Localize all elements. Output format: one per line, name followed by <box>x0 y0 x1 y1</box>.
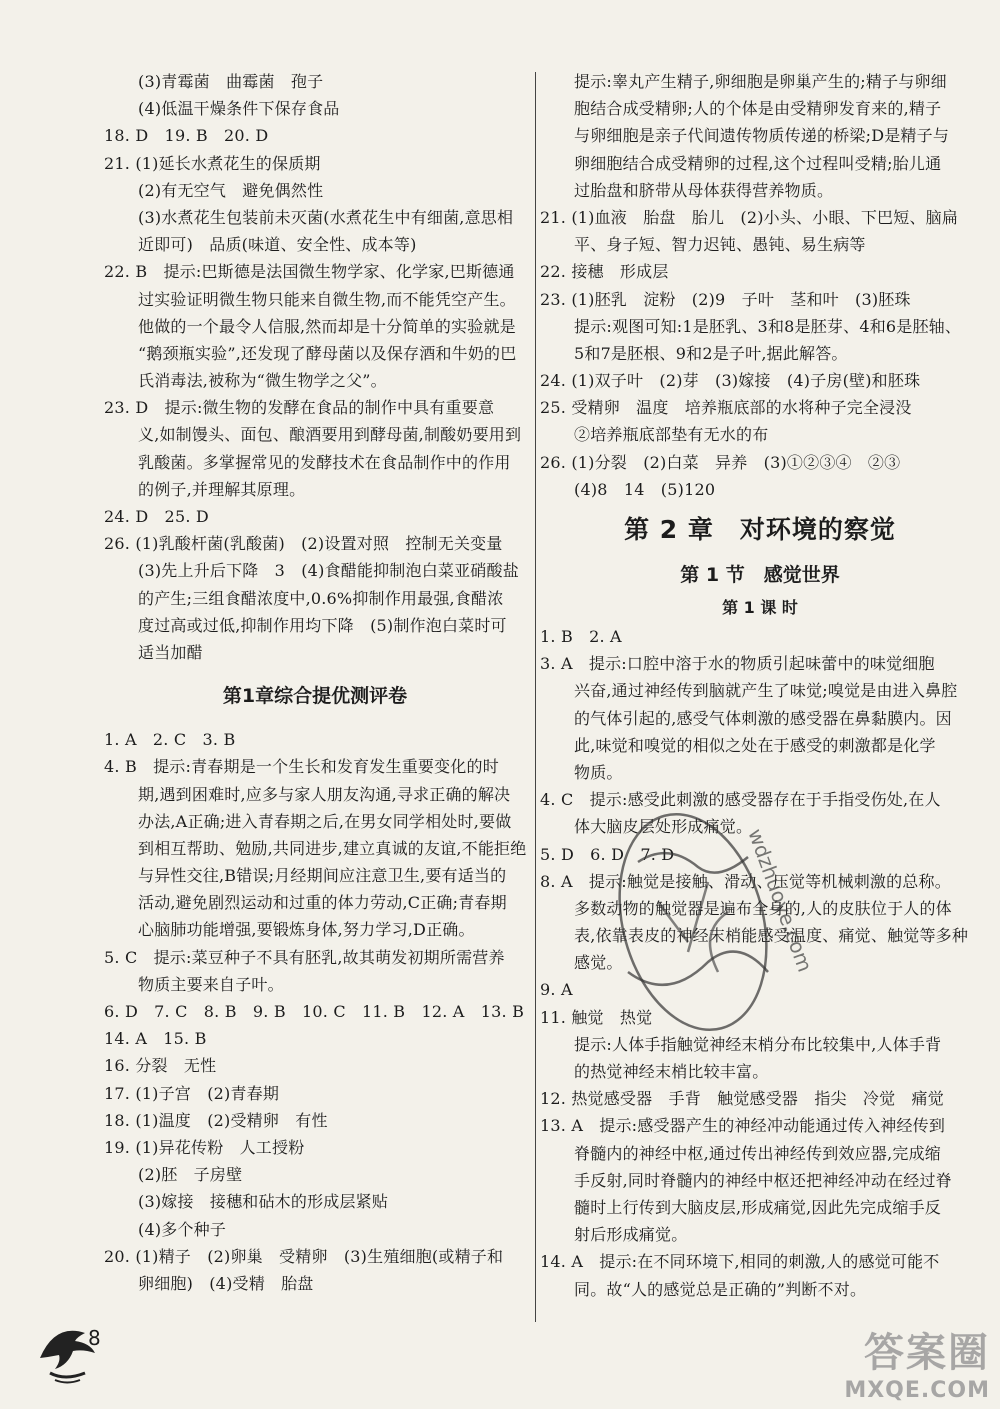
answer-line: 过胎盘和脐带从母体获得营养物质。 <box>574 180 834 200</box>
answer-line: 16. 分裂 无性 <box>104 1056 217 1076</box>
answer-line: “鹅颈瓶实验”,还发现了酵母菌以及保存酒和牛奶的巴 <box>138 343 517 363</box>
answer-line: 21. (1)延长水煮花生的保质期 <box>104 153 321 173</box>
answer-line: 卵细胞) (4)受精 胎盘 <box>138 1273 314 1293</box>
answer-line: 手反射,同时脊髓内的神经中枢还把神经冲动在经过脊 <box>574 1170 952 1190</box>
answer-line: 与异性交往,B错误;月经期间应注意卫生,要有适当的 <box>138 866 507 886</box>
answer-line: 14. A 提示:在不同环境下,相同的刺激,人的感觉可能不 <box>540 1252 940 1272</box>
answer-line: 4. C 提示:感受此刺激的感受器存在于手指受伤处,在人 <box>540 790 941 810</box>
answer-line: 1. B 2. A <box>540 627 622 646</box>
answer-line: 脊髓内的神经中枢,通过传出神经传到效应器,完成缩 <box>574 1143 941 1163</box>
answer-line: 12. 热觉感受器 手背 触觉感受器 指尖 冷觉 痛觉 <box>540 1089 944 1109</box>
answer-line: (3)青霉菌 曲霉菌 孢子 <box>138 72 324 91</box>
answer-line: (2)胚 子房壁 <box>138 1165 243 1185</box>
answer-line: (4)多个种子 <box>138 1219 227 1239</box>
answer-line: 体大脑皮层处形成痛觉。 <box>574 817 753 837</box>
left-column <box>104 68 526 1297</box>
answer-line: ②培养瓶底部垫有无水的布 <box>574 425 769 445</box>
answer-line: 5和7是胚根、9和2是子叶,据此解答。 <box>574 343 848 363</box>
answer-line: 的热觉神经末梢比较丰富。 <box>574 1062 769 1081</box>
answer-line: 的气体引起的,感受气体刺激的感受器在鼻黏膜内。因 <box>574 708 952 728</box>
answer-line: 1. A 2. C 3. B <box>104 730 236 750</box>
answer-line: 6. D 7. C 8. B 9. B 10. C 11. B 12. A 13. B <box>104 1002 525 1021</box>
answer-line: 髓时上行传到大脑皮层,形成痛觉,因此先完成缩手反 <box>574 1197 941 1217</box>
lesson-title: 第 1 课 时 <box>722 598 798 617</box>
answer-line: 射后形成痛觉。 <box>574 1225 688 1245</box>
answer-line: 的产生;三组食醋浓度中,0.6%抑制作用最强,食醋浓 <box>138 588 504 608</box>
section-title: 第 1 节 感觉世界 <box>680 564 840 586</box>
answer-line: (3)水煮花生包装前未灭菌(水煮花生中有细菌,意思相 <box>138 207 514 227</box>
answer-line: 20. (1)精子 (2)卵巢 受精卵 (3)生殖细胞(或精子和 <box>104 1246 504 1266</box>
answer-line: (3)嫁接 接穗和砧木的形成层紧贴 <box>138 1192 389 1212</box>
answer-line: 平、身子短、智力迟钝、愚钝、易生病等 <box>574 235 866 255</box>
answer-line: 适当加醋 <box>138 642 203 662</box>
answer-line: 到相互帮助、勉励,共同进步,建立真诚的友谊,不能拒绝 <box>138 838 527 858</box>
answer-line: 5. D 6. D 7. D <box>540 844 675 864</box>
answer-line: 感觉。 <box>574 953 623 973</box>
answer-line: 义,如制馒头、面包、酿酒要用到酵母菌,制酸奶要用到 <box>138 425 522 445</box>
answer-line: (4)低温干燥条件下保存食品 <box>138 99 340 119</box>
watermark-url: MXQE.COM <box>844 1378 990 1403</box>
column-divider <box>535 72 536 1322</box>
answer-line: 物质。 <box>574 762 623 782</box>
answer-line: 提示:人体手指触觉神经末梢分布比较集中,人体手背 <box>574 1034 942 1054</box>
answer-line: 11. 触觉 热觉 <box>540 1007 653 1027</box>
answer-line: 此,味觉和嗅觉的相似之处在于感受的刺激都是化学 <box>574 735 936 755</box>
answer-line: 18. D 19. B 20. D <box>104 126 269 146</box>
answer-line: 23. (1)胚乳 淀粉 (2)9 子叶 茎和叶 (3)胚珠 <box>540 289 911 309</box>
answer-line: 过实验证明微生物只能来自微生物,而不能凭空产生。 <box>138 289 516 309</box>
answer-line: 18. (1)温度 (2)受精卵 有性 <box>104 1110 328 1130</box>
answer-line: 5. C 提示:菜豆种子不具有胚乳,故其萌发初期所需营养 <box>104 947 505 967</box>
answer-line: 26. (1)乳酸杆菌(乳酸菌) (2)设置对照 控制无关变量 <box>104 534 503 554</box>
answer-line: 8. A 提示:触觉是接触、滑动、压觉等机械刺激的总称。 <box>540 871 951 891</box>
answer-line: 21. (1)血液 胎盘 胎儿 (2)小头、小眼、下巴短、脑扁 <box>540 207 959 227</box>
answer-line: 4. B 提示:青春期是一个生长和发育发生重要变化的时 <box>104 757 499 777</box>
answer-line: 表,依靠表皮的神经末梢能感受温度、痛觉、触觉等多种 <box>574 926 969 946</box>
page-number: 8 <box>88 1326 101 1350</box>
answer-line: 25. 受精卵 温度 培养瓶底部的水将种子完全浸没 <box>540 398 912 418</box>
answer-line: 22. 接穗 形成层 <box>540 262 669 282</box>
section-heading: 第1章综合提优测评卷 <box>222 685 408 708</box>
answer-line: 22. B 提示:巴斯德是法国微生物学家、化学家,巴斯德通 <box>104 262 515 282</box>
answer-line: 24. D 25. D <box>104 507 209 526</box>
answer-line: 乳酸菌。多掌握常见的发酵技术在食品制作中的作用 <box>138 452 511 472</box>
right-column <box>540 68 980 1303</box>
answer-line: 9. A <box>540 980 573 1000</box>
chapter-title: 第 2 章 对环境的察觉 <box>624 515 896 544</box>
answer-line: 提示:睾丸产生精子,卵细胞是卵巢产生的;精子与卵细 <box>574 72 947 91</box>
answer-line: 与卵细胞是亲子代间遗传物质传递的桥梁;D是精子与 <box>574 126 950 146</box>
answer-line: 3. A 提示:口腔中溶于水的物质引起味蕾中的味觉细胞 <box>540 654 935 674</box>
answer-line: 26. (1)分裂 (2)白菜 异养 (3)①②③④ ②③ <box>540 452 901 472</box>
answer-line: 24. (1)双子叶 (2)芽 (3)嫁接 (4)子房(壁)和胚珠 <box>540 371 921 391</box>
answer-line: 17. (1)子宫 (2)青春期 <box>104 1083 280 1103</box>
answer-line: 度过高或过低,抑制作用均下降 (5)制作泡白菜时可 <box>138 615 507 635</box>
answer-line: 13. A 提示:感受器产生的神经冲动能通过传入神经传到 <box>540 1116 946 1136</box>
answer-line: (2)有无空气 避免偶然性 <box>138 180 324 200</box>
answer-line: 期,遇到困难时,应多与家人朋友沟通,寻求正确的解决 <box>138 784 511 804</box>
answer-line: 23. D 提示:微生物的发酵在食品的制作中具有重要意 <box>104 398 495 418</box>
watermark-logo <box>844 1321 990 1403</box>
answer-line: 14. A 15. B <box>104 1029 207 1049</box>
answer-line: 的例子,并理解其原理。 <box>138 479 306 499</box>
answer-line: 活动,避免剧烈运动和过重的体力劳动,C正确;青春期 <box>138 893 507 913</box>
answer-line: (4)8 14 (5)120 <box>574 479 716 499</box>
answer-line: 兴奋,通过神经传到脑就产生了味觉;嗅觉是由进入鼻腔 <box>574 681 958 701</box>
answer-line: 物质主要来自子叶。 <box>138 974 284 994</box>
answer-line: 近即可) 品质(味道、安全性、成本等) <box>138 235 417 255</box>
answer-line: (3)先上升后下降 3 (4)食醋能抑制泡白菜亚硝酸盐 <box>138 561 519 581</box>
answer-line: 他做的一个最令人信服,然而却是十分简单的实验就是 <box>138 316 516 336</box>
answer-line: 提示:观图可知:1是胚乳、3和8是胚芽、4和6是胚轴、 <box>574 316 962 336</box>
answer-line: 心脑肺功能增强,要锻炼身体,努力学习,D正确。 <box>138 920 475 940</box>
answer-line: 同。故“人的感觉总是正确的”判断不对。 <box>574 1279 867 1299</box>
answer-line: 办法,A正确;进入青春期之后,在男女同学相处时,要做 <box>138 811 512 831</box>
svg-text:wdzhuoye.com: wdzhuoye.com <box>743 825 818 976</box>
answer-line: 胞结合成受精卵;人的个体是由受精卵发育来的,精子 <box>574 99 942 119</box>
watermark-title: 答案圈 <box>864 1330 990 1376</box>
answer-line: 氏消毒法,被称为“微生物学之父”。 <box>138 371 387 391</box>
answer-line: 19. (1)异花传粉 人工授粉 <box>104 1137 305 1157</box>
answer-line: 卵细胞结合成受精卵的过程,这个过程叫受精;胎儿通 <box>574 153 942 173</box>
answer-line: 多数动物的触觉器是遍布全身的,人的皮肤位于人的体 <box>574 898 952 918</box>
